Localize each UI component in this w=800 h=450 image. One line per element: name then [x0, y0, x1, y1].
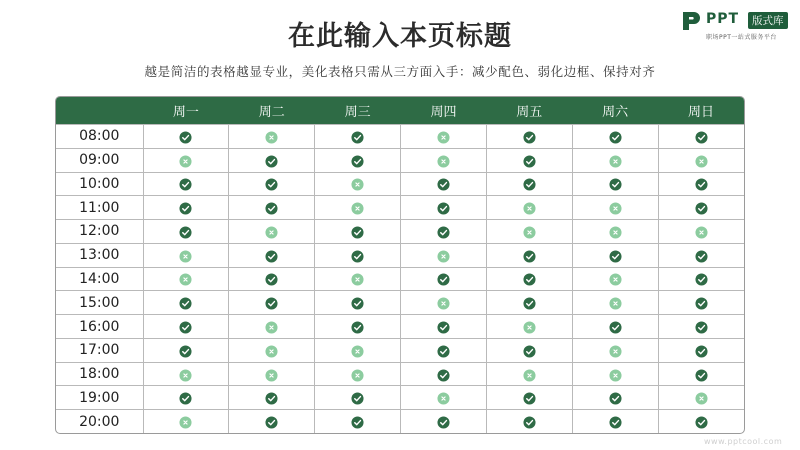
watermark: www.pptcool.com [704, 437, 783, 446]
cross-icon [437, 392, 450, 405]
time-cell: 13:00 [56, 243, 143, 267]
schedule-table-frame [55, 96, 745, 434]
schedule-cell [486, 315, 572, 339]
schedule-cell [486, 362, 572, 386]
check-icon [695, 321, 708, 334]
check-icon [265, 392, 278, 405]
check-icon [437, 321, 450, 334]
check-icon [179, 321, 192, 334]
schedule-cell [315, 172, 401, 196]
schedule-cell [315, 148, 401, 172]
cross-icon [609, 345, 622, 358]
schedule-cell [229, 362, 315, 386]
cross-icon [695, 226, 708, 239]
schedule-cell [401, 362, 487, 386]
cross-icon [265, 321, 278, 334]
schedule-cell [229, 410, 315, 433]
check-icon [179, 392, 192, 405]
schedule-cell [401, 243, 487, 267]
cross-icon [437, 131, 450, 144]
check-icon [695, 178, 708, 191]
schedule-cell [572, 291, 658, 315]
schedule-cell [143, 148, 229, 172]
cross-icon [265, 345, 278, 358]
schedule-cell [658, 148, 744, 172]
day-header: 周五 [516, 105, 543, 120]
schedule-cell [401, 410, 487, 433]
check-icon [609, 321, 622, 334]
check-icon [695, 202, 708, 215]
check-icon [351, 226, 364, 239]
check-icon [523, 178, 536, 191]
page-subtitle: 越是简洁的表格越显专业，美化表格只需从三方面入手：减少配色、弱化边框、保持对齐 [144, 64, 656, 79]
check-icon [695, 297, 708, 310]
check-icon [351, 321, 364, 334]
schedule-cell [143, 267, 229, 291]
check-icon [265, 416, 278, 429]
schedule-table [56, 97, 744, 433]
schedule-cell [486, 125, 572, 149]
check-icon [437, 416, 450, 429]
check-icon [695, 345, 708, 358]
schedule-cell [572, 243, 658, 267]
cross-icon [351, 273, 364, 286]
schedule-cell [572, 338, 658, 362]
day-header: 周一 [172, 105, 199, 120]
table-row [56, 220, 744, 244]
check-icon [179, 178, 192, 191]
cross-icon [609, 226, 622, 239]
cross-icon [179, 155, 192, 168]
check-icon [523, 392, 536, 405]
schedule-cell [658, 172, 744, 196]
check-icon [523, 155, 536, 168]
schedule-cell [572, 386, 658, 410]
time-cell: 12:00 [56, 220, 143, 244]
schedule-cell [401, 386, 487, 410]
check-icon [695, 131, 708, 144]
schedule-cell [315, 125, 401, 149]
schedule-cell [315, 362, 401, 386]
table-row [56, 148, 744, 172]
check-icon [609, 131, 622, 144]
schedule-cell [229, 125, 315, 149]
schedule-cell [658, 125, 744, 149]
check-icon [351, 155, 364, 168]
check-icon [351, 250, 364, 263]
check-icon [437, 202, 450, 215]
schedule-cell [315, 196, 401, 220]
check-icon [609, 416, 622, 429]
check-icon [265, 297, 278, 310]
schedule-cell [143, 410, 229, 433]
schedule-cell [401, 315, 487, 339]
day-header: 周日 [688, 105, 715, 120]
check-icon [609, 250, 622, 263]
table-row [56, 386, 744, 410]
cross-icon [265, 226, 278, 239]
schedule-cell [486, 243, 572, 267]
check-icon [351, 392, 364, 405]
schedule-cell [143, 291, 229, 315]
cross-icon [609, 202, 622, 215]
schedule-cell [486, 148, 572, 172]
check-icon [523, 416, 536, 429]
schedule-cell [229, 386, 315, 410]
schedule-cell [572, 315, 658, 339]
cross-icon [695, 392, 708, 405]
check-icon [437, 226, 450, 239]
check-icon [695, 369, 708, 382]
cross-icon [437, 155, 450, 168]
check-icon [179, 202, 192, 215]
cross-icon [265, 369, 278, 382]
schedule-cell [572, 362, 658, 386]
schedule-cell [658, 386, 744, 410]
check-icon [265, 178, 278, 191]
check-icon [523, 250, 536, 263]
logo-tagline: 职场PPT一站式服务平台 [706, 34, 777, 41]
time-cell: 16:00 [56, 315, 143, 339]
page-title: 在此输入本页标题 [288, 21, 512, 52]
schedule-cell [143, 243, 229, 267]
schedule-cell [572, 196, 658, 220]
schedule-cell [229, 220, 315, 244]
schedule-cell [658, 291, 744, 315]
table-row [56, 267, 744, 291]
check-icon [523, 131, 536, 144]
cross-icon [609, 155, 622, 168]
schedule-cell [572, 172, 658, 196]
check-icon [437, 369, 450, 382]
schedule-cell [143, 125, 229, 149]
schedule-cell [572, 148, 658, 172]
logo-mark-icon [680, 10, 702, 32]
schedule-cell [658, 362, 744, 386]
check-icon [437, 345, 450, 358]
cross-icon [695, 155, 708, 168]
schedule-cell [572, 410, 658, 433]
schedule-cell [315, 386, 401, 410]
schedule-cell [229, 243, 315, 267]
schedule-cell [658, 243, 744, 267]
schedule-cell [229, 267, 315, 291]
schedule-cell [658, 267, 744, 291]
day-header: 周四 [430, 105, 457, 120]
table-row [56, 315, 744, 339]
schedule-cell [401, 291, 487, 315]
cross-icon [351, 202, 364, 215]
table-header-row [56, 97, 744, 125]
schedule-cell [315, 267, 401, 291]
cross-icon [523, 321, 536, 334]
cross-icon [609, 369, 622, 382]
check-icon [179, 226, 192, 239]
cross-icon [523, 226, 536, 239]
schedule-cell [401, 172, 487, 196]
cross-icon [437, 250, 450, 263]
cross-icon [523, 202, 536, 215]
table-row [56, 291, 744, 315]
time-cell: 17:00 [56, 338, 143, 362]
logo-name: PPT [706, 11, 740, 27]
check-icon [695, 416, 708, 429]
schedule-cell [143, 386, 229, 410]
schedule-cell [229, 172, 315, 196]
schedule-cell [315, 243, 401, 267]
check-icon [523, 345, 536, 358]
check-icon [523, 273, 536, 286]
schedule-cell [401, 125, 487, 149]
schedule-cell [572, 125, 658, 149]
table-row [56, 125, 744, 149]
schedule-cell [315, 291, 401, 315]
table-row [56, 410, 744, 433]
schedule-cell [401, 267, 487, 291]
check-icon [609, 392, 622, 405]
schedule-cell [658, 220, 744, 244]
cross-icon [351, 369, 364, 382]
schedule-cell [143, 220, 229, 244]
check-icon [695, 250, 708, 263]
cross-icon [179, 250, 192, 263]
cross-icon [523, 369, 536, 382]
check-icon [351, 297, 364, 310]
time-cell: 18:00 [56, 362, 143, 386]
check-icon [609, 178, 622, 191]
schedule-cell [572, 267, 658, 291]
brand-logo [680, 8, 796, 42]
schedule-cell [658, 315, 744, 339]
day-header: 周二 [258, 105, 285, 120]
schedule-cell [401, 338, 487, 362]
schedule-cell [486, 196, 572, 220]
check-icon [265, 273, 278, 286]
schedule-cell [229, 291, 315, 315]
check-icon [179, 131, 192, 144]
cross-icon [179, 416, 192, 429]
schedule-cell [143, 172, 229, 196]
schedule-cell [229, 196, 315, 220]
logo-badge: 版式库 [748, 12, 788, 29]
cross-icon [351, 178, 364, 191]
check-icon [523, 297, 536, 310]
schedule-cell [658, 410, 744, 433]
schedule-cell [572, 220, 658, 244]
schedule-cell [401, 220, 487, 244]
schedule-cell [486, 172, 572, 196]
schedule-cell [315, 315, 401, 339]
time-cell: 15:00 [56, 291, 143, 315]
schedule-cell [486, 291, 572, 315]
check-icon [265, 250, 278, 263]
schedule-cell [315, 220, 401, 244]
cross-icon [609, 273, 622, 286]
schedule-cell [401, 148, 487, 172]
time-cell: 20:00 [56, 410, 143, 433]
time-cell: 10:00 [56, 172, 143, 196]
schedule-cell [229, 315, 315, 339]
time-cell: 08:00 [56, 125, 143, 149]
schedule-cell [486, 338, 572, 362]
cross-icon [437, 297, 450, 310]
time-cell: 19:00 [56, 386, 143, 410]
check-icon [437, 273, 450, 286]
check-icon [351, 131, 364, 144]
check-icon [437, 178, 450, 191]
check-icon [351, 416, 364, 429]
cross-icon [265, 131, 278, 144]
time-cell: 14:00 [56, 267, 143, 291]
schedule-cell [143, 196, 229, 220]
check-icon [265, 155, 278, 168]
day-header: 周三 [344, 105, 371, 120]
schedule-cell [143, 315, 229, 339]
cross-icon [351, 345, 364, 358]
schedule-cell [315, 338, 401, 362]
header-corner-cell [56, 97, 143, 125]
schedule-cell [229, 338, 315, 362]
schedule-cell [143, 362, 229, 386]
schedule-cell [315, 410, 401, 433]
check-icon [265, 202, 278, 215]
time-cell: 09:00 [56, 148, 143, 172]
table-row [56, 196, 744, 220]
check-icon [179, 345, 192, 358]
schedule-cell [143, 338, 229, 362]
time-cell: 11:00 [56, 196, 143, 220]
schedule-cell [658, 196, 744, 220]
table-row [56, 243, 744, 267]
schedule-cell [486, 267, 572, 291]
table-row [56, 338, 744, 362]
check-icon [179, 297, 192, 310]
cross-icon [609, 297, 622, 310]
check-icon [695, 273, 708, 286]
schedule-cell [486, 410, 572, 433]
schedule-cell [658, 338, 744, 362]
schedule-cell [486, 386, 572, 410]
cross-icon [179, 369, 192, 382]
table-body [56, 125, 744, 434]
day-header: 周六 [602, 105, 629, 120]
schedule-cell [401, 196, 487, 220]
schedule-cell [486, 220, 572, 244]
cross-icon [179, 273, 192, 286]
schedule-cell [229, 148, 315, 172]
table-row [56, 362, 744, 386]
table-row [56, 172, 744, 196]
